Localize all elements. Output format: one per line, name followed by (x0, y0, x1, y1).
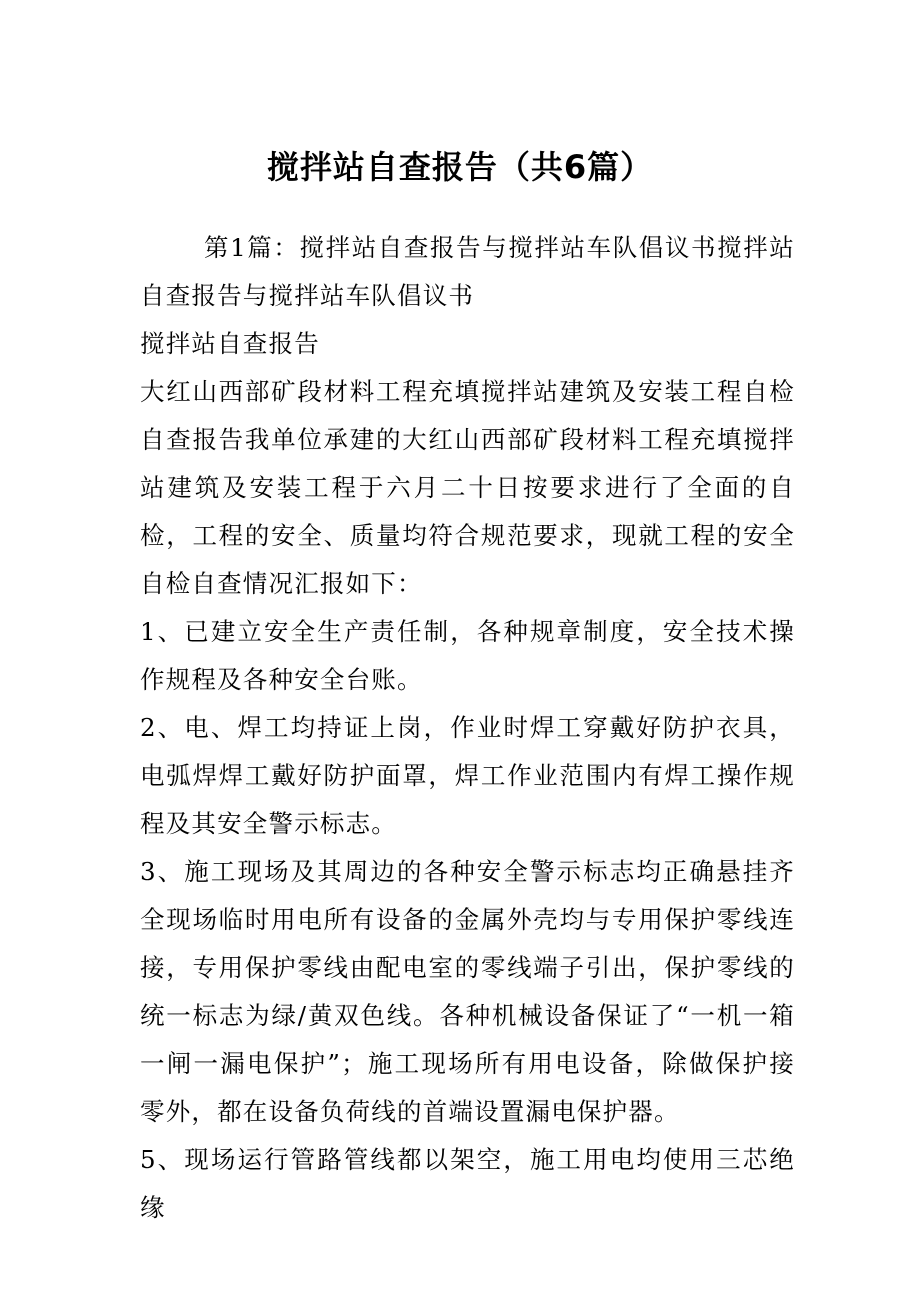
document-body (140, 224, 795, 1232)
paragraph-item-1: 1、已建立安全生产责任制，各种规章制度，安全技术操作规程及各种安全台账。 (140, 617, 795, 694)
paragraph-section-title: 搅拌站自查报告 (140, 329, 320, 358)
paragraph-intro: 大红山西部矿段材料工程充填搅拌站建筑及安装工程自检自查报告我单位承建的大红山西部矿段材料工程充填搅拌站建筑及安装工程于六月二十日按要求进行了全面的自检，工程的安全、质量均符合规范要求，现就工程的安全自检自查情况汇报如下： (140, 377, 795, 598)
paragraph-item-5: 5、现场运行管路管线都以架空，施工用电均使用三芯绝缘 (140, 1145, 795, 1222)
document-title: 搅拌站自查报告（共6篇） (266, 148, 654, 186)
paragraph-chapter-heading: 第1篇：搅拌站自查报告与搅拌站车队倡议书搅拌站自查报告与搅拌站车队倡议书 (140, 233, 795, 310)
paragraph-item-3: 3、施工现场及其周边的各种安全警示标志均正确悬挂齐全现场临时用电所有设备的金属外壳均与专用保护零线连接，专用保护零线由配电室的零线端子引出，保护零线的统一标志为绿/黄双色线。各种机械设备保证了“一机一箱一闸一漏电保护”；施工现场所有用电设备，除做保护接零外，都在设备负荷线的首端设置漏电保护器。 (140, 857, 795, 1126)
paragraph-item-2: 2、电、焊工均持证上岗，作业时焊工穿戴好防护衣具，电弧焊焊工戴好防护面罩，焊工作业范围内有焊工操作规程及其安全警示标志。 (140, 713, 795, 838)
